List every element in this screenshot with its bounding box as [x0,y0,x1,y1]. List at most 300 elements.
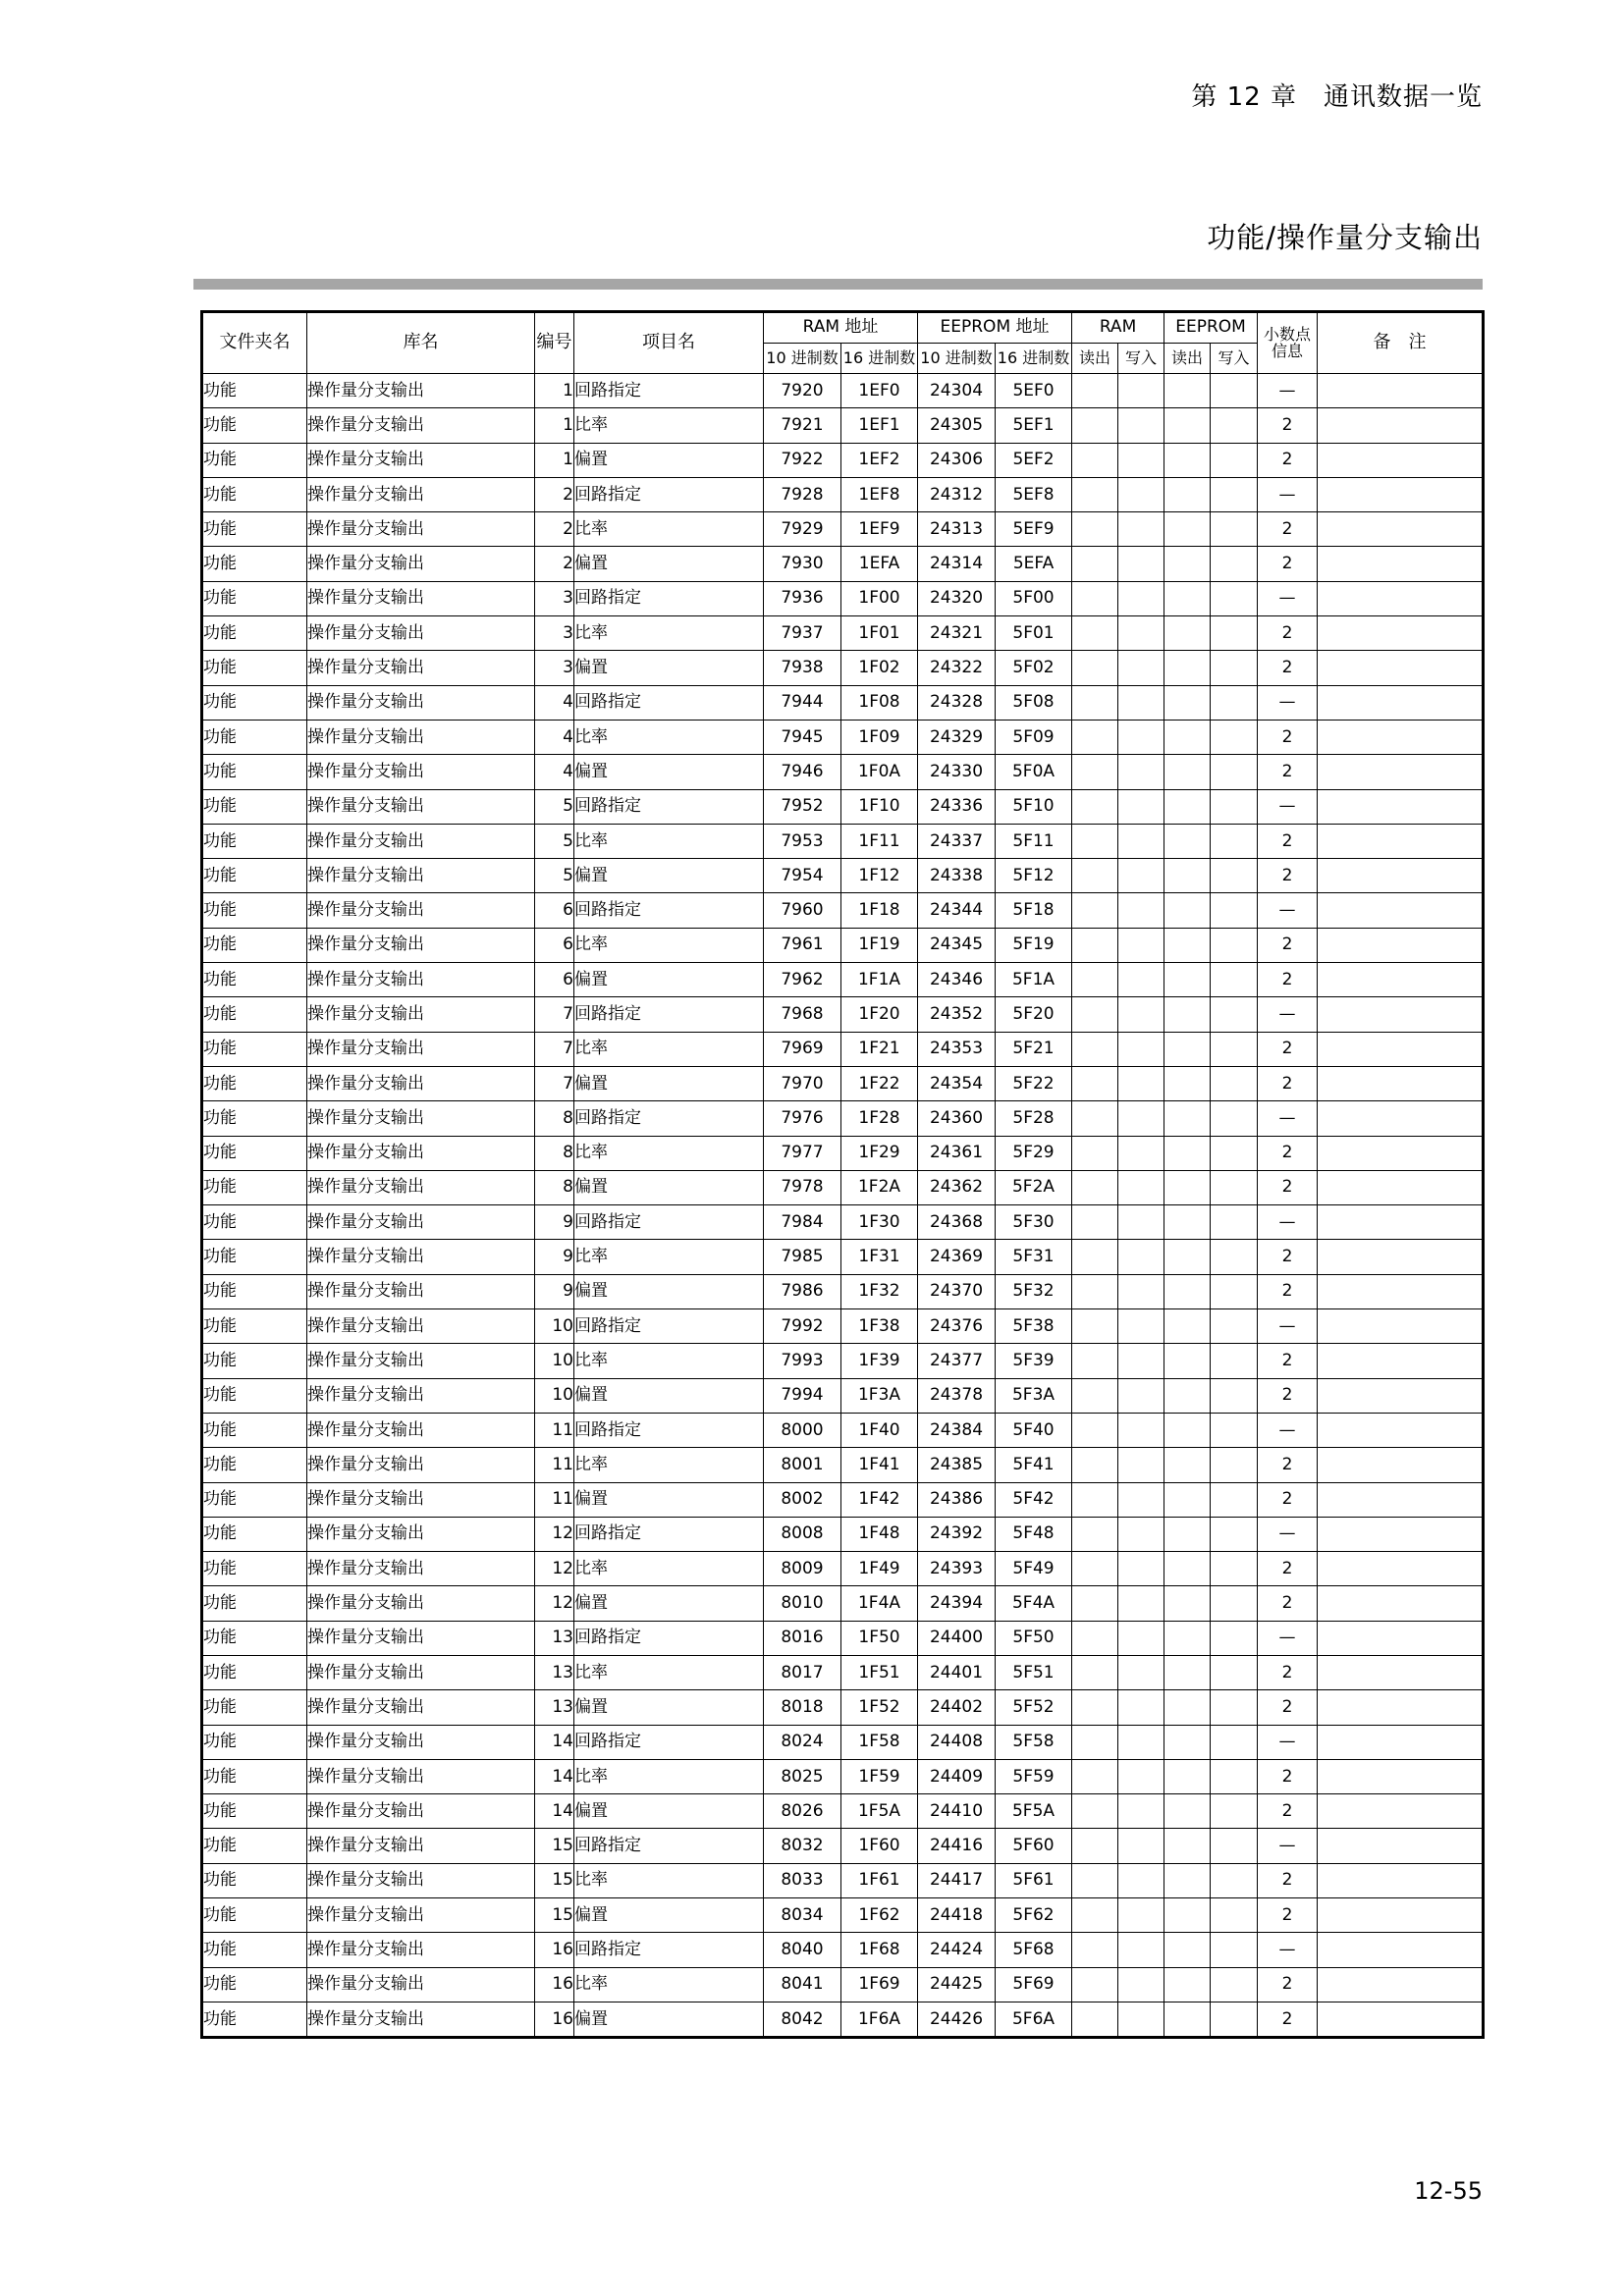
cell-remarks [1318,1101,1483,1136]
cell-ram-read [1072,1170,1118,1204]
cell-folder: 功能 [203,1690,307,1725]
cell-library: 操作量分支输出 [307,1690,535,1725]
cell-item: 偏置 [574,859,764,893]
cell-decimal-point: 2 [1258,928,1318,962]
table-row [203,1344,1483,1378]
cell-eeprom-hex: 5EF0 [996,374,1072,408]
cell-item: 比率 [574,1344,764,1378]
cell-ram-dec: 7985 [764,1240,841,1274]
cell-ram-dec: 7986 [764,1274,841,1308]
cell-eeprom-dec: 24393 [918,1552,996,1586]
cell-decimal-point: 2 [1258,512,1318,547]
cell-decimal-point: — [1258,997,1318,1032]
cell-number: 10 [535,1378,574,1413]
table-row [203,1967,1483,2002]
cell-eeprom-dec: 24378 [918,1378,996,1413]
cell-decimal-point: — [1258,1205,1318,1240]
cell-ram-write [1118,1898,1164,1933]
cell-folder: 功能 [203,1448,307,1482]
cell-library: 操作量分支输出 [307,859,535,893]
cell-eeprom-hex: 5F01 [996,616,1072,651]
cell-eeprom-write [1211,1655,1258,1689]
cell-library: 操作量分支输出 [307,1240,535,1274]
cell-ram-hex: 1F09 [841,720,918,754]
cell-eeprom-hex: 5F40 [996,1413,1072,1447]
cell-ram-read [1072,374,1118,408]
table-row [203,1655,1483,1689]
cell-eeprom-write [1211,755,1258,789]
cell-decimal-point: — [1258,1725,1318,1759]
cell-decimal-point: — [1258,1829,1318,1863]
cell-eeprom-dec: 24410 [918,1794,996,1829]
cell-item: 偏置 [574,963,764,997]
cell-ram-read [1072,1378,1118,1413]
cell-eeprom-dec: 24384 [918,1413,996,1447]
cell-folder: 功能 [203,1482,307,1517]
cell-ram-hex: 1F21 [841,1032,918,1066]
cell-library: 操作量分支输出 [307,1552,535,1586]
cell-eeprom-dec: 24401 [918,1655,996,1689]
cell-eeprom-read [1164,581,1211,615]
cell-eeprom-hex: 5F52 [996,1690,1072,1725]
cell-ram-hex: 1F3A [841,1378,918,1413]
cell-remarks [1318,1170,1483,1204]
table-row [203,963,1483,997]
cell-remarks [1318,1482,1483,1517]
cell-eeprom-hex: 5EF1 [996,408,1072,443]
cell-eeprom-write [1211,685,1258,720]
cell-library: 操作量分支输出 [307,1863,535,1897]
table-row [203,1136,1483,1170]
cell-ram-dec: 7978 [764,1170,841,1204]
cell-eeprom-read [1164,685,1211,720]
cell-remarks [1318,1933,1483,1967]
cell-ram-write [1118,1032,1164,1066]
cell-ram-write [1118,547,1164,581]
cell-eeprom-write [1211,997,1258,1032]
cell-library: 操作量分支输出 [307,408,535,443]
table-header [203,313,1483,374]
cell-eeprom-hex: 5F11 [996,824,1072,858]
cell-remarks [1318,1759,1483,1793]
cell-ram-dec: 8042 [764,2002,841,2036]
cell-decimal-point: 2 [1258,1759,1318,1793]
cell-number: 6 [535,963,574,997]
cell-ram-write [1118,443,1164,477]
cell-library: 操作量分支输出 [307,893,535,928]
table-row [203,1205,1483,1240]
cell-eeprom-hex: 5F09 [996,720,1072,754]
cell-item: 比率 [574,1032,764,1066]
cell-ram-dec: 7953 [764,824,841,858]
cell-eeprom-write [1211,1621,1258,1655]
cell-eeprom-dec: 24346 [918,963,996,997]
cell-ram-read [1072,408,1118,443]
cell-item: 比率 [574,408,764,443]
cell-item: 回路指定 [574,1309,764,1344]
cell-item: 比率 [574,1759,764,1793]
cell-ram-hex: 1F19 [841,928,918,962]
cell-ram-dec: 8010 [764,1586,841,1621]
cell-decimal-point: — [1258,477,1318,511]
cell-library: 操作量分支输出 [307,1967,535,2002]
cell-ram-dec: 7962 [764,963,841,997]
cell-ram-hex: 1F18 [841,893,918,928]
cell-item: 偏置 [574,1170,764,1204]
header-ram: RAM [1072,313,1164,344]
cell-number: 10 [535,1344,574,1378]
cell-ram-dec: 8026 [764,1794,841,1829]
cell-ram-dec: 7969 [764,1032,841,1066]
table-row [203,1101,1483,1136]
table-row [203,1274,1483,1308]
cell-number: 12 [535,1586,574,1621]
cell-ram-hex: 1F69 [841,1967,918,2002]
cell-library: 操作量分支输出 [307,1933,535,1967]
table-row [203,928,1483,962]
cell-number: 5 [535,824,574,858]
cell-ram-hex: 1F4A [841,1586,918,1621]
cell-item: 比率 [574,1655,764,1689]
cell-eeprom-dec: 24304 [918,374,996,408]
cell-eeprom-dec: 24338 [918,859,996,893]
cell-folder: 功能 [203,1933,307,1967]
cell-ram-write [1118,997,1164,1032]
cell-folder: 功能 [203,1136,307,1170]
cell-ram-dec: 7946 [764,755,841,789]
cell-ram-write [1118,581,1164,615]
cell-eeprom-hex: 5F12 [996,859,1072,893]
cell-eeprom-dec: 24394 [918,1586,996,1621]
cell-decimal-point: 2 [1258,408,1318,443]
cell-eeprom-read [1164,893,1211,928]
cell-number: 5 [535,859,574,893]
cell-item: 回路指定 [574,1517,764,1551]
cell-ram-dec: 7920 [764,374,841,408]
cell-item: 回路指定 [574,1101,764,1136]
cell-eeprom-hex: 5F38 [996,1309,1072,1344]
cell-ram-read [1072,651,1118,685]
cell-ram-dec: 7976 [764,1101,841,1136]
cell-item: 偏置 [574,1274,764,1308]
cell-ram-hex: 1F49 [841,1552,918,1586]
cell-number: 6 [535,928,574,962]
cell-eeprom-write [1211,2002,1258,2036]
cell-eeprom-read [1164,1933,1211,1967]
cell-library: 操作量分支输出 [307,720,535,754]
cell-ram-dec: 8001 [764,1448,841,1482]
header-eeprom-read: 读出 [1164,344,1211,374]
cell-ram-read [1072,1344,1118,1378]
cell-eeprom-write [1211,1933,1258,1967]
cell-ram-write [1118,789,1164,824]
cell-item: 比率 [574,1863,764,1897]
cell-eeprom-dec: 24345 [918,928,996,962]
cell-library: 操作量分支输出 [307,755,535,789]
header-item: 项目名 [574,313,764,374]
cell-number: 13 [535,1690,574,1725]
table-row [203,1690,1483,1725]
cell-eeprom-hex: 5F2A [996,1170,1072,1204]
cell-folder: 功能 [203,1170,307,1204]
cell-decimal-point: — [1258,893,1318,928]
cell-decimal-point: 2 [1258,1136,1318,1170]
cell-folder: 功能 [203,824,307,858]
cell-library: 操作量分支输出 [307,789,535,824]
cell-ram-read [1072,893,1118,928]
cell-ram-read [1072,616,1118,651]
cell-ram-dec: 8040 [764,1933,841,1967]
cell-ram-read [1072,1240,1118,1274]
cell-eeprom-hex: 5F0A [996,755,1072,789]
cell-eeprom-write [1211,1517,1258,1551]
cell-remarks [1318,1552,1483,1586]
cell-ram-read [1072,997,1118,1032]
cell-eeprom-dec: 24402 [918,1690,996,1725]
cell-number: 7 [535,1032,574,1066]
cell-eeprom-dec: 24328 [918,685,996,720]
cell-eeprom-hex: 5F58 [996,1725,1072,1759]
table-row [203,1586,1483,1621]
cell-eeprom-hex: 5F4A [996,1586,1072,1621]
cell-item: 回路指定 [574,1621,764,1655]
cell-eeprom-hex: 5EF9 [996,512,1072,547]
cell-eeprom-hex: 5F00 [996,581,1072,615]
cell-folder: 功能 [203,547,307,581]
cell-library: 操作量分支输出 [307,1482,535,1517]
cell-ram-hex: 1F61 [841,1863,918,1897]
table-row [203,1170,1483,1204]
cell-ram-read [1072,1621,1118,1655]
cell-ram-hex: 1F52 [841,1690,918,1725]
cell-ram-dec: 7970 [764,1066,841,1100]
cell-ram-read [1072,1967,1118,2002]
header-ram-dec: 10 进制数 [764,344,841,374]
cell-decimal-point: 2 [1258,1690,1318,1725]
cell-library: 操作量分支输出 [307,1655,535,1689]
header-eeprom: EEPROM [1164,313,1258,344]
cell-item: 比率 [574,720,764,754]
cell-ram-hex: 1F1A [841,963,918,997]
cell-number: 4 [535,720,574,754]
cell-remarks [1318,581,1483,615]
cell-remarks [1318,1794,1483,1829]
cell-ram-hex: 1F30 [841,1205,918,1240]
cell-folder: 功能 [203,2002,307,2036]
cell-decimal-point: 2 [1258,1482,1318,1517]
cell-folder: 功能 [203,408,307,443]
cell-ram-dec: 7977 [764,1136,841,1170]
cell-ram-read [1072,720,1118,754]
cell-eeprom-read [1164,755,1211,789]
cell-number: 7 [535,1066,574,1100]
cell-eeprom-write [1211,1794,1258,1829]
cell-remarks [1318,963,1483,997]
cell-ram-write [1118,1552,1164,1586]
cell-decimal-point: — [1258,581,1318,615]
table-row [203,859,1483,893]
cell-remarks [1318,1829,1483,1863]
header-ram-write: 写入 [1118,344,1164,374]
cell-library: 操作量分支输出 [307,1448,535,1482]
cell-decimal-point: 2 [1258,1066,1318,1100]
cell-item: 回路指定 [574,581,764,615]
cell-remarks [1318,1621,1483,1655]
cell-library: 操作量分支输出 [307,928,535,962]
cell-number: 16 [535,1933,574,1967]
cell-remarks [1318,720,1483,754]
cell-eeprom-write [1211,963,1258,997]
cell-ram-write [1118,893,1164,928]
table-row [203,1863,1483,1897]
cell-ram-hex: 1EF2 [841,443,918,477]
cell-eeprom-dec: 24376 [918,1309,996,1344]
cell-number: 6 [535,893,574,928]
cell-folder: 功能 [203,720,307,754]
cell-ram-hex: 1F62 [841,1898,918,1933]
cell-remarks [1318,1690,1483,1725]
cell-eeprom-read [1164,859,1211,893]
cell-ram-dec: 7937 [764,616,841,651]
cell-item: 比率 [574,512,764,547]
cell-folder: 功能 [203,1413,307,1447]
cell-decimal-point: 2 [1258,1967,1318,2002]
cell-eeprom-hex: 5F08 [996,685,1072,720]
header-decimal-point [1258,313,1318,374]
cell-number: 3 [535,581,574,615]
cell-eeprom-read [1164,1725,1211,1759]
cell-ram-read [1072,1552,1118,1586]
section-title: 功能/操作量分支输出 [1207,221,1483,254]
cell-library: 操作量分支输出 [307,1413,535,1447]
cell-item: 比率 [574,1240,764,1274]
cell-item: 比率 [574,1136,764,1170]
cell-item: 偏置 [574,1794,764,1829]
cell-ram-hex: 1F48 [841,1517,918,1551]
cell-eeprom-read [1164,2002,1211,2036]
cell-library: 操作量分支输出 [307,685,535,720]
cell-ram-write [1118,408,1164,443]
table-row [203,1552,1483,1586]
cell-ram-read [1072,1863,1118,1897]
table-row [203,1240,1483,1274]
cell-ram-read [1072,1274,1118,1308]
table-row [203,824,1483,858]
cell-eeprom-hex: 5F60 [996,1829,1072,1863]
cell-decimal-point: 2 [1258,824,1318,858]
cell-ram-hex: 1F22 [841,1066,918,1100]
cell-eeprom-hex: 5F32 [996,1274,1072,1308]
cell-remarks [1318,1655,1483,1689]
data-table [202,312,1483,2037]
cell-library: 操作量分支输出 [307,1829,535,1863]
cell-number: 8 [535,1136,574,1170]
cell-eeprom-write [1211,1829,1258,1863]
cell-eeprom-dec: 24305 [918,408,996,443]
cell-eeprom-write [1211,408,1258,443]
cell-ram-read [1072,2002,1118,2036]
cell-item: 回路指定 [574,1933,764,1967]
cell-number: 14 [535,1725,574,1759]
cell-eeprom-dec: 24322 [918,651,996,685]
table-row [203,1898,1483,1933]
cell-ram-dec: 7938 [764,651,841,685]
header-eeprom-address: EEPROM 地址 [918,313,1072,344]
cell-folder: 功能 [203,616,307,651]
cell-ram-write [1118,1205,1164,1240]
cell-ram-hex: 1F5A [841,1794,918,1829]
cell-ram-read [1072,1794,1118,1829]
cell-eeprom-read [1164,651,1211,685]
cell-number: 8 [535,1101,574,1136]
cell-eeprom-write [1211,1136,1258,1170]
cell-number: 13 [535,1655,574,1689]
cell-folder: 功能 [203,997,307,1032]
cell-eeprom-hex: 5F59 [996,1759,1072,1793]
cell-ram-write [1118,1621,1164,1655]
cell-decimal-point: 2 [1258,547,1318,581]
cell-eeprom-write [1211,1101,1258,1136]
cell-decimal-point: 2 [1258,651,1318,685]
cell-ram-write [1118,1759,1164,1793]
cell-eeprom-write [1211,720,1258,754]
cell-ram-dec: 7968 [764,997,841,1032]
cell-item: 回路指定 [574,685,764,720]
cell-ram-write [1118,1448,1164,1482]
cell-folder: 功能 [203,443,307,477]
cell-item: 回路指定 [574,374,764,408]
cell-eeprom-hex: 5F5A [996,1794,1072,1829]
cell-eeprom-read [1164,1309,1211,1344]
cell-remarks [1318,1517,1483,1551]
cell-item: 偏置 [574,547,764,581]
cell-item: 回路指定 [574,1725,764,1759]
cell-ram-dec: 8024 [764,1725,841,1759]
cell-ram-dec: 7928 [764,477,841,511]
cell-eeprom-read [1164,443,1211,477]
cell-library: 操作量分支输出 [307,477,535,511]
cell-folder: 功能 [203,477,307,511]
cell-eeprom-read [1164,1690,1211,1725]
cell-item: 回路指定 [574,997,764,1032]
cell-item: 比率 [574,1448,764,1482]
cell-remarks [1318,1413,1483,1447]
cell-eeprom-dec: 24416 [918,1829,996,1863]
cell-remarks [1318,477,1483,511]
cell-library: 操作量分支输出 [307,997,535,1032]
cell-decimal-point: — [1258,789,1318,824]
cell-folder: 功能 [203,1586,307,1621]
cell-ram-hex: 1F0A [841,755,918,789]
cell-item: 比率 [574,1552,764,1586]
cell-decimal-point: 2 [1258,1552,1318,1586]
cell-ram-write [1118,1517,1164,1551]
cell-eeprom-hex: 5F61 [996,1863,1072,1897]
cell-ram-read [1072,755,1118,789]
cell-ram-write [1118,1274,1164,1308]
cell-ram-write [1118,963,1164,997]
cell-item: 偏置 [574,2002,764,2036]
cell-eeprom-dec: 24361 [918,1136,996,1170]
cell-eeprom-write [1211,651,1258,685]
cell-eeprom-write [1211,512,1258,547]
cell-eeprom-read [1164,374,1211,408]
cell-folder: 功能 [203,1829,307,1863]
cell-remarks [1318,1136,1483,1170]
cell-ram-hex: 1F6A [841,2002,918,2036]
cell-ram-write [1118,374,1164,408]
cell-eeprom-read [1164,408,1211,443]
